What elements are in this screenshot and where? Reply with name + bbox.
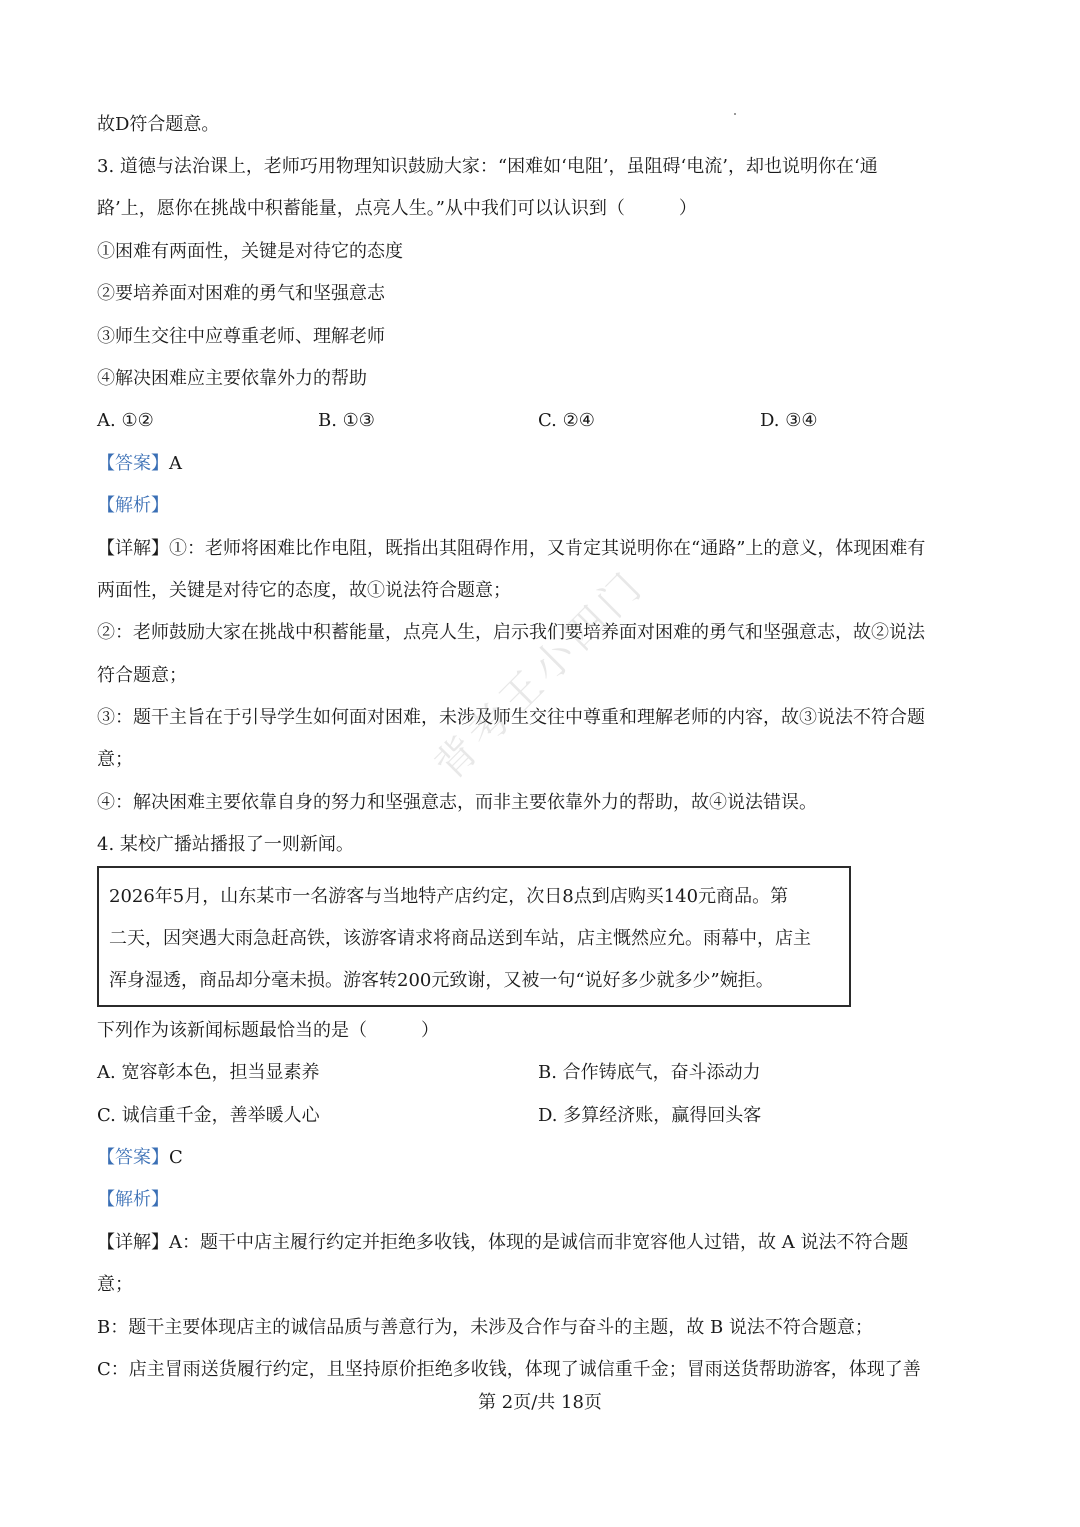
question-4-detail-line-4: C：店主冒雨送货履行约定，且坚持原价拒绝多收钱，体现了诚信重千金；冒雨送货帮助游客，体现了善 bbox=[97, 1359, 921, 1380]
answer-value: A bbox=[169, 453, 182, 474]
question-3-statement-1: ①困难有两面性，关键是对待它的态度 bbox=[97, 241, 403, 262]
question-3-option-b: B. ①③ bbox=[318, 410, 375, 431]
question-3-option-a: A. ①② bbox=[97, 410, 154, 431]
question-3-detail-line-1 bbox=[97, 537, 925, 561]
question-3-detail-line-2: 两面性，关键是对待它的态度，故①说法符合题意； bbox=[97, 580, 511, 601]
question-4-option-c: C. 诚信重千金，善举暖人心 bbox=[97, 1105, 320, 1126]
news-line-2: 二天，因突遇大雨急赶高铁，该游客请求将商品送到车站，店主慨然应允。雨幕中，店主 bbox=[109, 928, 811, 949]
analysis-tag: 【解析】 bbox=[97, 495, 169, 516]
question-3-analysis-heading bbox=[97, 494, 169, 518]
analysis-tag: 【解析】 bbox=[97, 1189, 169, 1210]
detail-tag: 【详解】 bbox=[97, 1232, 169, 1253]
news-line-3: 浑身湿透，商品却分毫未损。游客转200元致谢，又被一句“说好多少就多少”婉拒。 bbox=[109, 970, 774, 991]
question-4-stem: 4. 某校广播站播报了一则新闻。 bbox=[97, 834, 354, 855]
question-3-detail-line-3: ②：老师鼓励大家在挑战中积蓄能量，点亮人生，启示我们要培养面对困难的勇气和坚强意志，故②说法 bbox=[97, 622, 925, 643]
answer-value: C bbox=[169, 1147, 183, 1168]
answer-tag: 【答案】 bbox=[97, 453, 169, 474]
question-4-option-a: A. 宽容彰本色，担当显素养 bbox=[97, 1062, 320, 1083]
question-4-detail-line-3: B：题干主要体现店主的诚信品质与善意行为，未涉及合作与奋斗的主题，故 B 说法不符合题意； bbox=[97, 1317, 873, 1338]
question-4-detail-line-1 bbox=[97, 1231, 908, 1255]
question-3-statement-4: ④解决困难应主要依靠外力的帮助 bbox=[97, 368, 367, 389]
question-3-statement-3: ③师生交往中应尊重老师、理解老师 bbox=[97, 326, 385, 347]
detail-text: A：题干中店主履行约定并拒绝多收钱，体现的是诚信而非宽容他人过错，故 A 说法不符合题 bbox=[169, 1232, 909, 1253]
question-4-analysis-heading bbox=[97, 1188, 169, 1212]
question-3-statement-2: ②要培养面对困难的勇气和坚强意志 bbox=[97, 283, 385, 304]
question-3-answer bbox=[97, 452, 182, 476]
question-3-stem-line-2: 路’上，愿你在挑战中积蓄能量，点亮人生。”从中我们可以认识到（ ） bbox=[97, 198, 697, 219]
question-3-stem-line-1: 3. 道德与法治课上，老师巧用物理知识鼓励大家：“困难如‘电阻’，虽阻碍‘电流’，却也说明你在‘通 bbox=[97, 156, 878, 177]
text-line: 故D符合题意。 bbox=[97, 114, 220, 135]
question-3-detail-line-7: ④：解决困难主要依靠自身的努力和坚强意志，而非主要依靠外力的帮助，故④说法错误。 bbox=[97, 792, 817, 813]
news-line-1: 2026年5月，山东某市一名游客与当地特产店约定，次日8点到店购买140元商品。第 bbox=[109, 886, 789, 907]
answer-tag: 【答案】 bbox=[97, 1147, 169, 1168]
question-3-detail-line-6: 意； bbox=[97, 749, 133, 770]
question-4-prompt: 下列作为该新闻标题最恰当的是（ ） bbox=[97, 1020, 439, 1041]
question-4-option-b: B. 合作铸底气，奋斗添动力 bbox=[538, 1062, 761, 1083]
question-3-detail-line-5: ③：题干主旨在于引导学生如何面对困难，未涉及师生交往中尊重和理解老师的内容，故③说法不符合题 bbox=[97, 707, 925, 728]
watermark: 背考王小四门 bbox=[426, 561, 655, 789]
question-4-option-d: D. 多算经济账，赢得回头客 bbox=[538, 1105, 762, 1126]
question-4-detail-line-2: 意； bbox=[97, 1274, 133, 1295]
news-box bbox=[97, 866, 851, 1007]
page-footer: 第 2页/共 18页 bbox=[478, 1392, 602, 1413]
question-3-option-d: D. ③④ bbox=[760, 410, 818, 431]
question-4-answer bbox=[97, 1146, 183, 1170]
question-3-detail-line-4: 符合题意； bbox=[97, 665, 187, 686]
question-3-option-c: C. ②④ bbox=[538, 410, 595, 431]
scan-speck bbox=[734, 113, 736, 115]
detail-text: ①：老师将困难比作电阻，既指出其阻碍作用，又肯定其说明你在“通路”上的意义，体现困难有 bbox=[169, 538, 926, 559]
detail-tag: 【详解】 bbox=[97, 538, 169, 559]
